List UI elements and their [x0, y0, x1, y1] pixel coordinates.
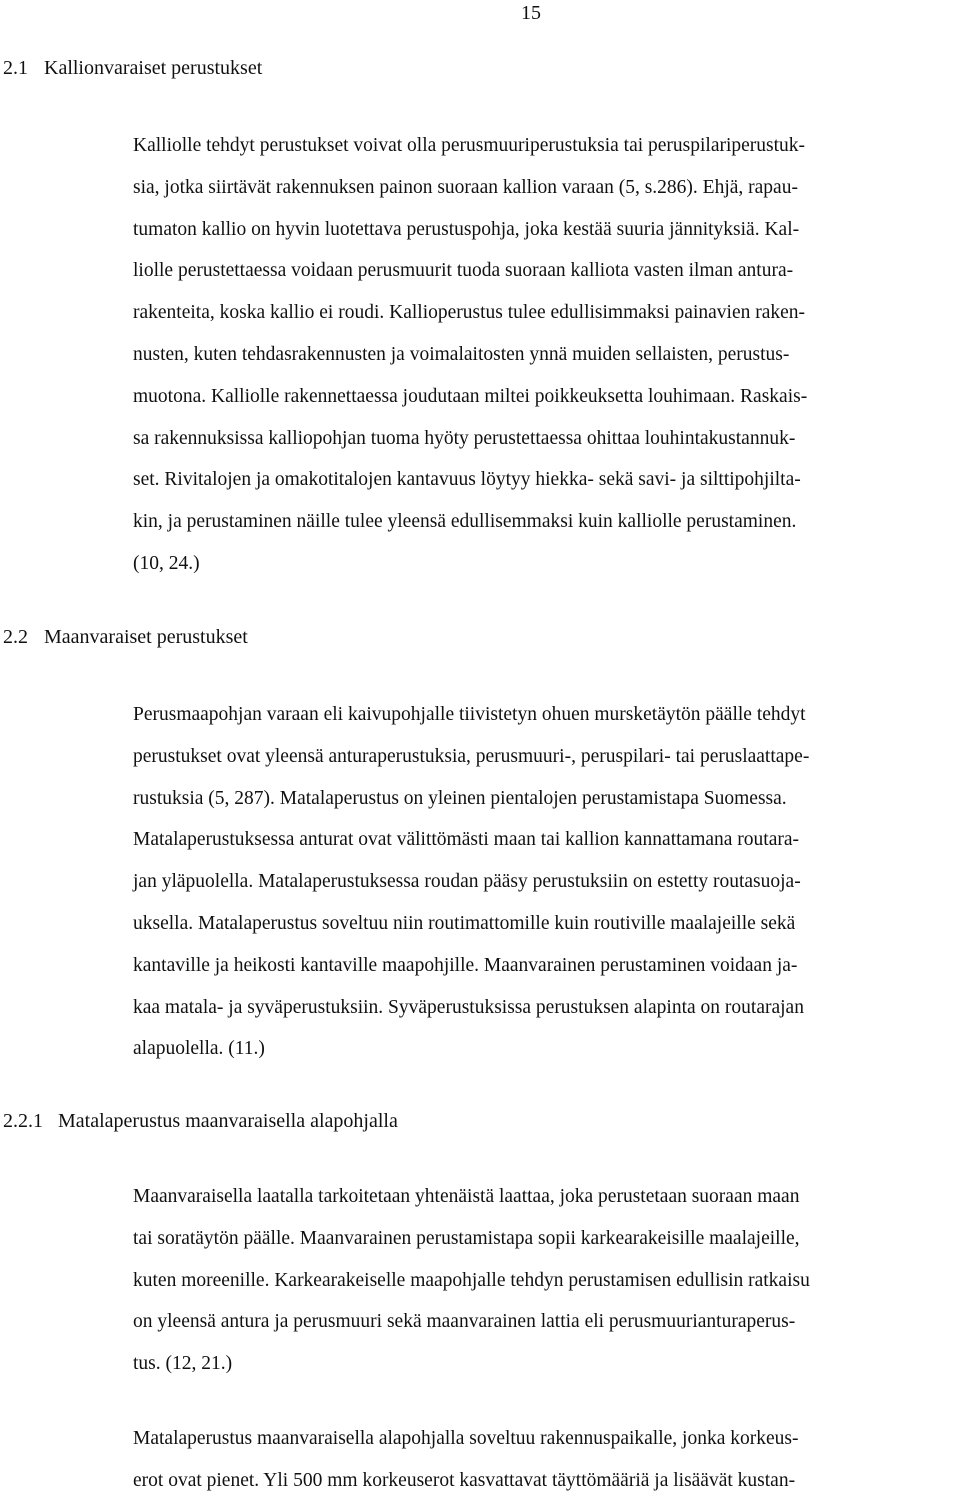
paragraph [133, 694, 960, 1070]
text-line: alapuolella. (11.) [133, 1038, 265, 1060]
text-line: set. Rivitalojen ja omakotitalojen kantavuus löytyy hiekka- sekä savi- ja silttipohjilta- [133, 469, 801, 491]
text-line: kaa matala- ja syväperustuksiin. Syväperustuksissa perustuksen alapinta on routarajan [133, 996, 804, 1018]
paragraph [133, 1176, 960, 1385]
text-line: sia, jotka siirtävät rakennuksen painon suoraan kallion varaan (5, s.286). Ehjä, rapau- [133, 176, 798, 198]
text-line: liolle perustettaessa voidaan perusmuurit tuoda suoraan kalliota vasten ilman antura- [133, 260, 794, 282]
section-title: Maanvaraiset perustukset [44, 626, 248, 648]
section-title: Matalaperustus maanvaraisella alapohjalla [58, 1110, 398, 1132]
text-line: tus. (12, 21.) [133, 1353, 233, 1375]
text-line: on yleensä antura ja perusmuuri sekä maanvarainen lattia eli perusmuurianturaperus- [133, 1311, 796, 1333]
text-line: Matalaperustuksessa anturat ovat välittömästi maan tai kallion kannattamana routara- [133, 829, 800, 851]
section-heading-2-2-1 [3, 1108, 398, 1134]
text-line: tumaton kallio on hyvin luotettava perustuspohja, joka kestää suuria jännityksiä. Kal- [133, 218, 800, 240]
text-line: kin, ja perustaminen näille tulee yleensä edullisemmaksi kuin kalliolle perustaminen. [133, 511, 797, 533]
text-line: (10, 24.) [133, 552, 200, 574]
paragraph [133, 1418, 960, 1502]
text-line: Perusmaapohjan varaan eli kaivupohjalle tiivistetyn ohuen mursketäytön päälle tehdyt [133, 704, 806, 725]
text-line: jan yläpuolella. Matalaperustuksessa roudan pääsy perustuksiin on estetty routasuoja- [133, 871, 801, 893]
section-number: 2.2 [3, 626, 28, 648]
text-line: tai soratäytön päälle. Maanvarainen perustamistapa sopii karkearakeisille maalajeille, [133, 1227, 800, 1249]
text-line: rustuksia (5, 287). Matalaperustus on yleinen pientalojen perustamistapa Suomessa. [133, 787, 787, 809]
text-line: uksella. Matalaperustus soveltuu niin routimattomille kuin routiville maalajeille sekä [133, 912, 796, 934]
paragraph [133, 125, 960, 585]
text-line: rakenteita, koska kallio ei roudi. Kallioperustus tulee edullisimmaksi painavien raken- [133, 302, 806, 324]
section-number: 2.1 [3, 57, 28, 79]
section-heading-2-1 [3, 55, 262, 81]
section-number: 2.2.1 [3, 1110, 43, 1132]
page-number: 15 [521, 2, 541, 24]
text-line: perustukset ovat yleensä anturaperustuksia, perusmuuri-, peruspilari- tai peruslaattape- [133, 745, 810, 767]
text-line: erot ovat pienet. Yli 500 mm korkeuserot kasvattavat täyttömääriä ja lisäävät kustan- [133, 1469, 796, 1491]
text-line: nusten, kuten tehdasrakennusten ja voimalaitosten ynnä muiden sellaisten, perustus- [133, 343, 790, 365]
text-line: sa rakennuksissa kalliopohjan tuoma hyöty perustettaessa ohittaa louhintakustannuk- [133, 427, 796, 449]
section-heading-2-2 [3, 624, 248, 650]
text-line: kantaville ja heikosti kantaville maapohjille. Maanvarainen perustaminen voidaan ja- [133, 954, 798, 976]
text-line: Matalaperustus maanvaraisella alapohjalla soveltuu rakennuspaikalle, jonka korkeus- [133, 1428, 799, 1449]
text-line: Maanvaraisella laatalla tarkoitetaan yhtenäistä laattaa, joka perustetaan suoraan maan [133, 1186, 800, 1207]
text-line: muotona. Kalliolle rakennettaessa joudutaan miltei poikkeuksetta louhimaan. Raskais- [133, 385, 808, 407]
text-line: kuten moreenille. Karkearakeiselle maapohjalle tehdyn perustamisen edullisin ratkaisu [133, 1269, 810, 1291]
text-line: Kalliolle tehdyt perustukset voivat olla perusmuuriperustuksia tai peruspilariperustuk- [133, 135, 806, 156]
section-title: Kallionvaraiset perustukset [44, 57, 263, 79]
